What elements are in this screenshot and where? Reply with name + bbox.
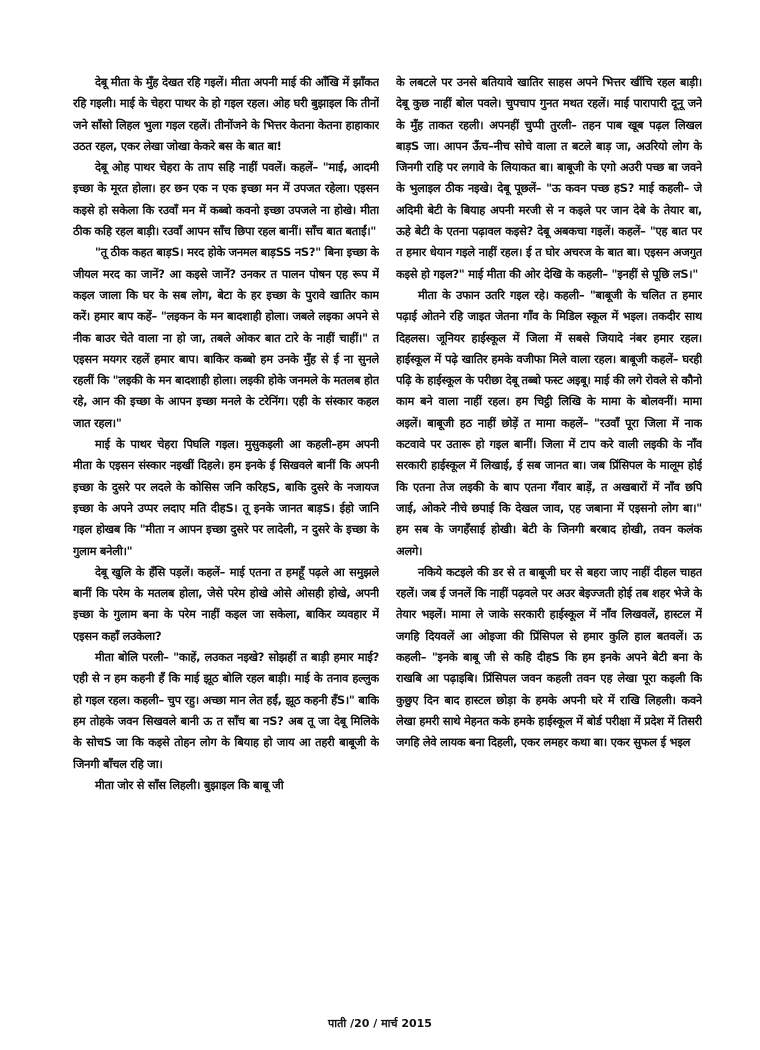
paragraph-continued: के लबटले पर उनसे बतियावे खातिर साहस अपने भित्तर खींचि रहल बाड़ी। देबू कुछ नाहीं बोल पवले। चुपचाप गुनत मथत रहलें। माई पारापारी दूनू जने के मुँह ताकत रहली। अपनहीं चुप्पी तुरली– तहन पाब खूब पढ़ल लिखल बाड़S जा। आपन ऊँच–नीच सोचे वाला त बटले बाड़ जा, अउरियो लोग के जिनगी राहि पर लगावे के लियाकत बा। बाबूजी के एगो अउरी पच्छ बा जवने के भुलाइल ठीक नइखे। देबू पूछलें– "ऊ कवन पच्छ हS? माई कहली– जे अदिमी बेटी के बियाह अपनी मरजी से न कइले पर जान देबे के तेयार बा, ऊहे बेटी के एतना पढ़ावल कइसे? देबू अबकचा गइलें। कहलें– "एह बात पर त हमार धेयान गइले नाहीं रहल। ई त घोर अचरज के बात बा। एइसन अजगुत कइसे हो गइल?" माई मीता की ओर देखि के कहली– "इनहीं से पूछि लS।" [396, 75, 702, 281]
paragraph: देबू ओह पाथर चेहरा के ताप सहि नाहीं पवलें। कहलें– "माई, आदमी इच्छा के मूरत होला। हर छन एक न एक इच्छा मन में उपजत रहेला। एइसन कइसे हो सकेला कि रउवाँ मन में कब्बो कवनो इच्छा उपजले ना होखे। मीता ठीक कहि रहल बाड़ी। रउवाँ आपन साँच छिपा रहल बानीं। साँच बात बताईं।" [73, 160, 379, 239]
paragraph: मीता जोर से साँस लिहली। बुझाइल कि बाबू जी [95, 777, 284, 792]
paragraph: नकिये कटइले की डर से त बाबूजी घर से बहरा जाए नाहीं दीहल चाहत रहलें। जब ई जनलें कि नाहीं पढ़वले पर अउर बेइज्जती होई तब शहर भेजे के तेयार भइलें। मामा ले जाके सरकारी हाईस्कूल में नाँव लिखवलें, हास्टल में जगहि दियवलें आ ओइजा की प्रिंसिपल से हमार कुलि हाल बतवलें। ऊ कहली– "इनके बाबू जी से कहि दीहS कि हम इनके अपने बेटी बना के राखबि आ पढ़ाइबि। प्रिंसिपल जवन कहली तवन एह लेखा पूरा कइली कि कुछुए दिन बाद हास्टल छोड़ा के हमके अपनी घरे में राखि लिहली। कवने लेखा हमरी साथे मेहनत कके हमके हाईस्कूल में बोर्ड परीक्षा में प्रदेश में तिसरी जगहि लेवे लायक बना दिहली, एकर लमहर कथा बा। एकर सुफल ई भइल [396, 564, 702, 750]
paragraph: देबू मीता के मुँह देखत रहि गइलें। मीता अपनी माई की आँखि में झाँकत रहि गइली। माई के चेहरा पाथर के हो गइल रहल। ओह घरी बुझाइल कि तीनों जने साँसो लिहल भुला गइल रहलें। तीनोंजने के भित्तर केतना केतना हाहाकार उठत रहल, एकर लेखा जोखा केकरे बस के बात बा! [73, 75, 379, 153]
paragraph: देबू खुलि के हँसि पड़लें। कहलें– माई एतना त हमहूँ पढ़ले आ समुझले बानीं कि परेम के मतलब होला, जेसे परेम होखे ओसे ओसही होखे, अपनी इच्छा के गुलाम बना के परेम नाहीं कइल जा सकेला, बाकिर व्यवहार में एइसन कहाँ लउकेला? [73, 564, 379, 643]
left-column [73, 72, 379, 1007]
paragraph: माई के पाथर चेहरा पिघलि गइल। मुसुकइली आ कहली–हम अपनी मीता के एइसन संस्कार नइखीं दिहले। हम इनके ई सिखवले बानीं कि अपनी इच्छा के दुसरे पर लदले के कोसिस जनि करिहS, बाकि दुसरे के नजायज इच्छा के अपने उप्पर लदाए मति दीहS। तू इनके जानत बाड़S। ईहो जानि गइल होखब कि "मीता न आपन इच्छा दुसरे पर लादेली, न दुसरे के इच्छा के गुलाम बनेली।" [73, 437, 379, 558]
page-footer: पाती /20 / मार्च 2015 [328, 1017, 432, 1030]
paragraph: मीता बोलि परली– "काहें, लउकत नइखे? सोझहीं त बाड़ी हमार माई? एही से न हम कहनी हँ कि माई झूठ बोलि रहल बाड़ी। माई के तनाव हल्लुक हो गइल रहल। कहली– चुप रहु। अच्छा मान लेत हईं, झूठ कहनी हँS।" बाकि हम तोहके जवन सिखवले बानी ऊ त साँच बा नS? अब तू जा देबू मिलिके के सोचS जा कि कइसे तोहन लोग के बियाह हो जाय आ तहरी बाबूजी के जिनगी बाँचल रहि जा। [73, 650, 379, 771]
paragraph: "तू ठीक कहत बाड़S। मरद होके जनमल बाड़SS नS?" बिना इच्छा के जीयल मरद का जानें? आ कइसे जानें? उनकर त पालन पोषन एह रूप में कइल जाला कि घर के सब लोग, बेटा के हर इच्छा के पुरावे खातिर काम करें। हमार बाप कहें– "लइकन के मन बादशाही होला। जबले लइका अपने से नीक बाउर चेते वाला ना हो जा, तबले ओकर बात टारे के नाहीं चाहीं।" त एइसन मयगर रहलें हमार बाप। बाकिर कब्बो हम उनके मुँह से ई ना सुनले रहलीं कि "लइकी के मन बादशाही होला। लइकी होके जनमले के मतलब होत रहे, आन की इच्छा के आपन इच्छा मनले के टरेनिंग। एही के संस्कार कहल जात रहल।" [73, 245, 379, 430]
paragraph: मीता के उफान उतरि गइल रहे। कहली– "बाबूजी के चलित त हमार पढ़ाई ओतने रहि जाइत जेतना गाँव के मिडिल स्कूल में भइल। तकदीर साथ दिहलस। जूनियर हाईस्कूल में जिला में सबसे जियादे नंबर हमार रहल। हाईस्कूल में पढ़े खातिर हमके वजीफा मिले वाला रहल। बाबूजी कहलें– घरही पढ़ि के हाईस्कूल के परीछा देबू तब्बो फस्ट अइबू। माई की लगे रोवले से कौनो काम बने वाला नाहीं रहल। हम चिट्ठी लिखि के मामा के बोलवनीं। मामा अइलें। बाबूजी हठ नाहीं छोड़ें त मामा कहलें– "रउवाँ पूरा जिला में नाक कटवावे पर उतारू हो गइल बानीं। जिला में टाप करे वाली लइकी के नाँव सरकारी हाईस्कूल में लिखाई, ई सब जानत बा। जब प्रिंसिपल के मालूम होई कि एतना तेज लइकी के बाप एतना गँवार बाड़ें, त अखबारों में नाँव छपि जाई, ओकरे नीचे छपाई कि देखल जाव, एह जबाना में एइसनो लोग बा।" हम सब के जगहँसाई होखी। बेटी के जिनगी बरबाद होखी, तवन कलंक अलगे। [396, 287, 702, 558]
right-column [396, 72, 702, 1007]
